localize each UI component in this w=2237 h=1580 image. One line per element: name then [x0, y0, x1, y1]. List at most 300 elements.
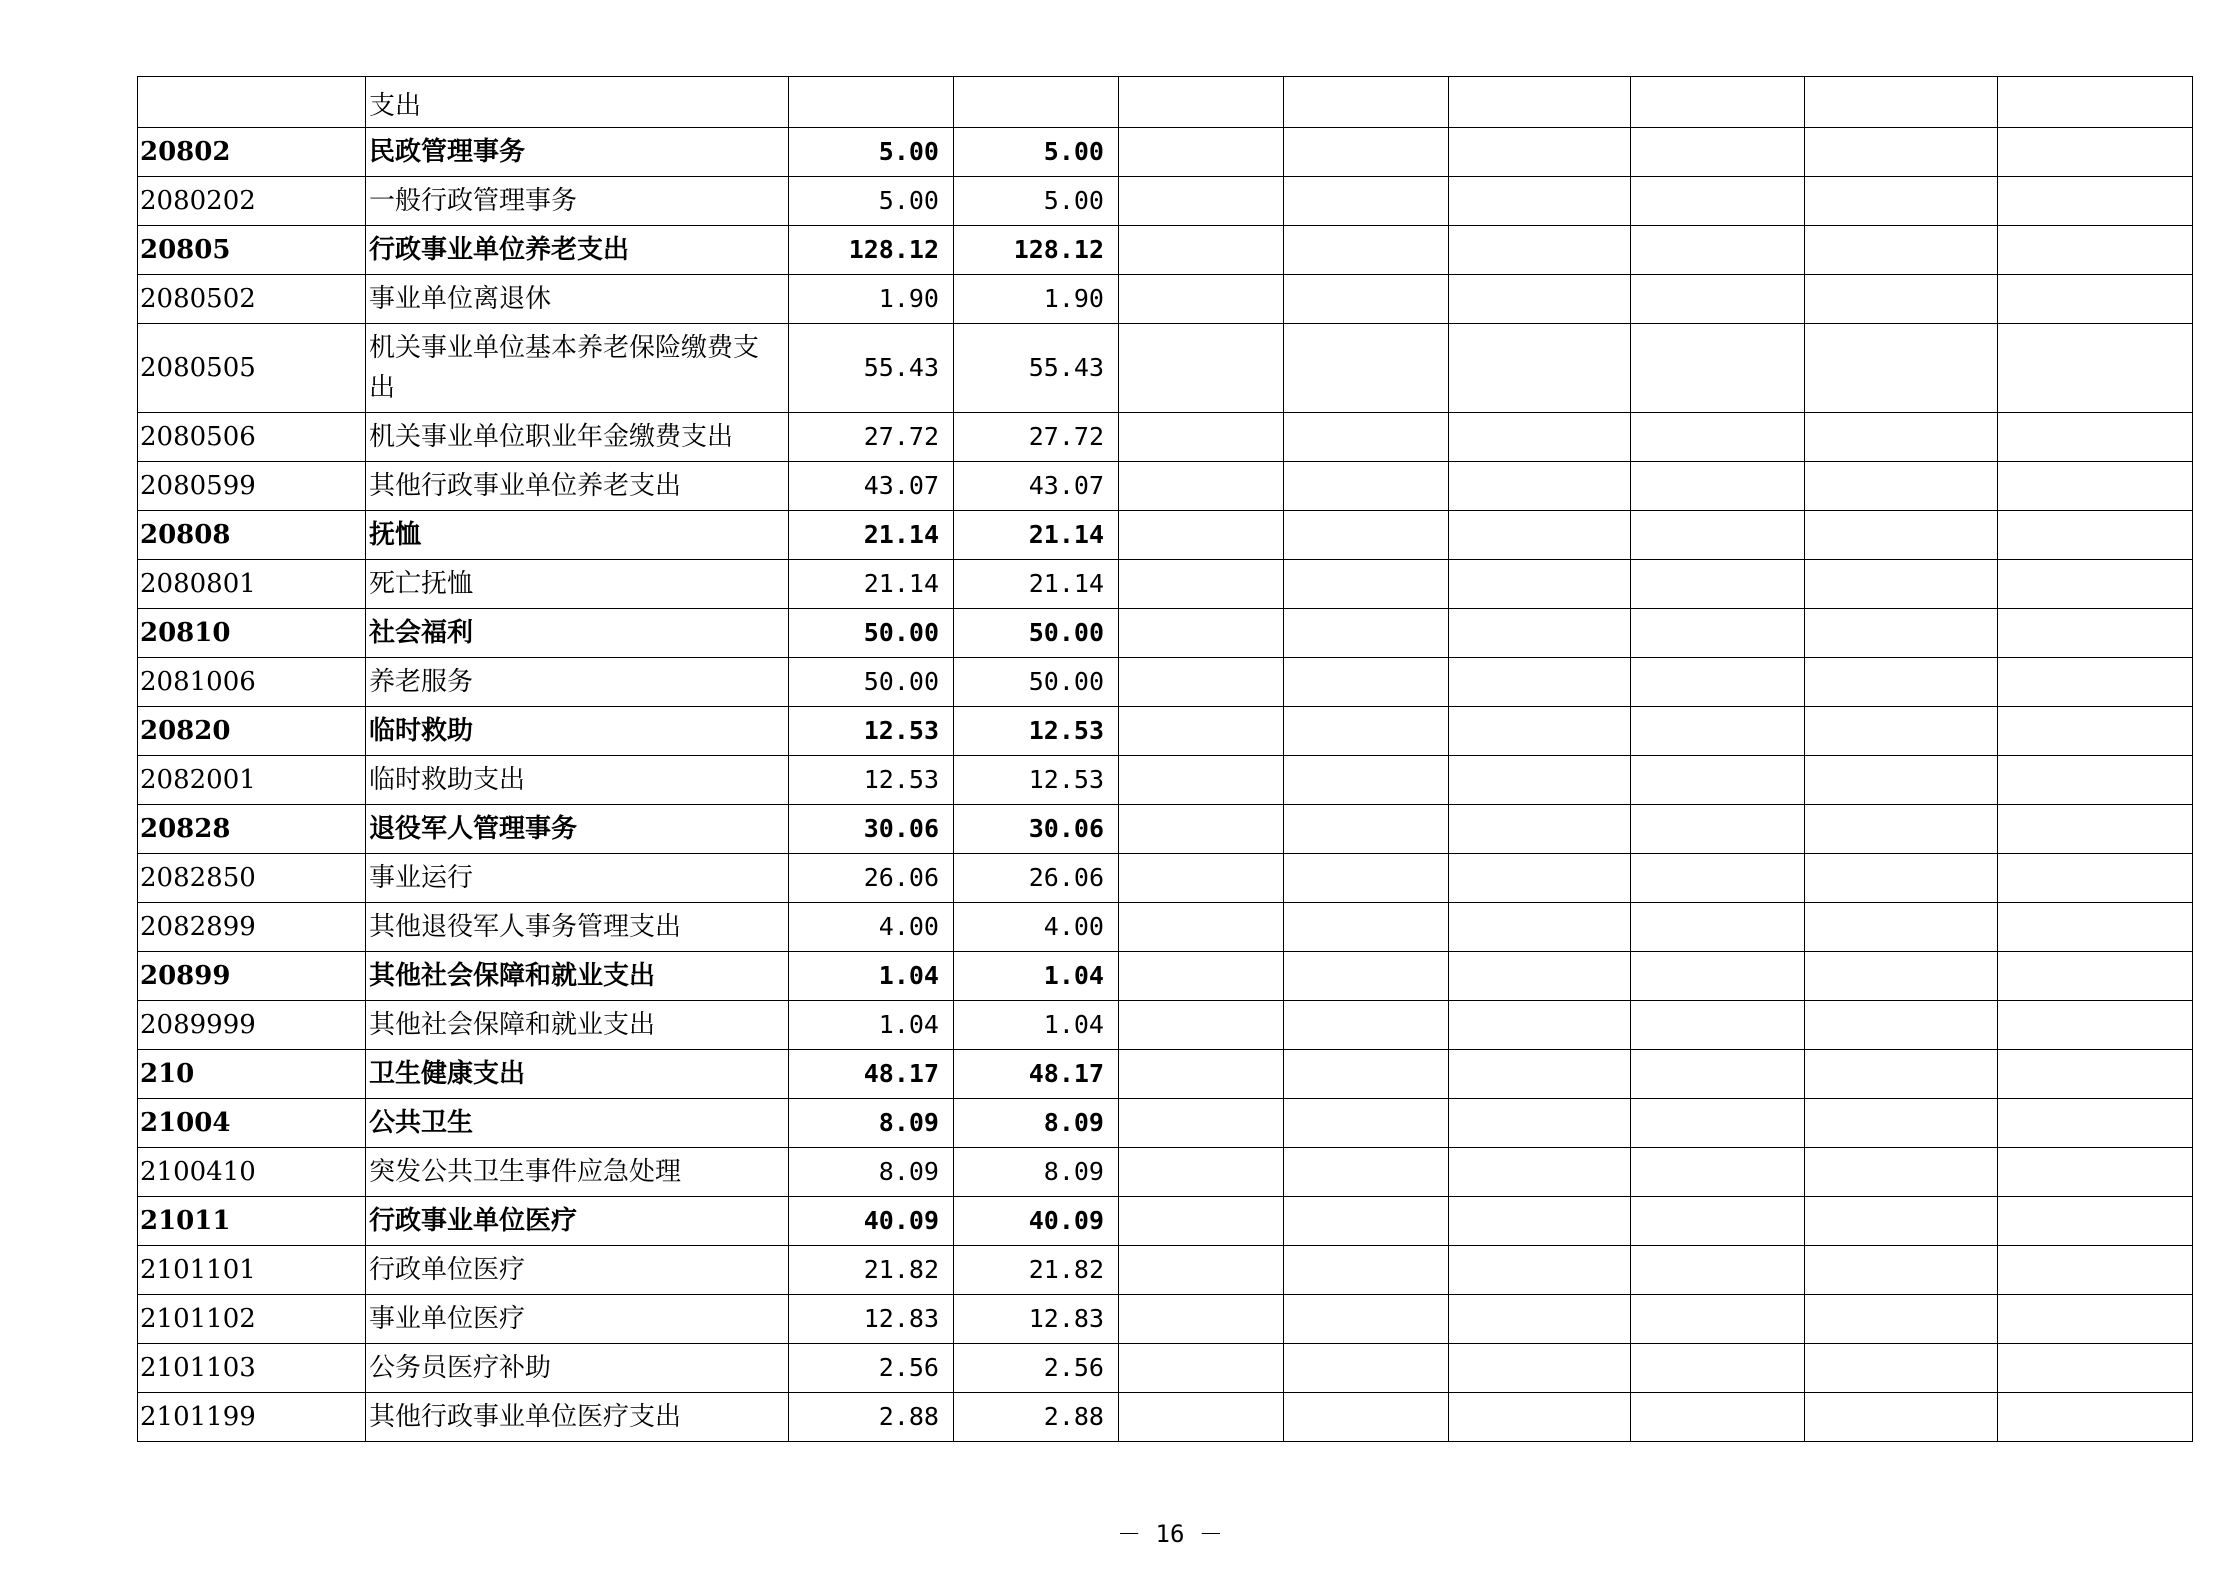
- subject-code-cell: [138, 77, 366, 128]
- empty-cell: [1631, 128, 1805, 177]
- empty-cell: [1998, 707, 2193, 756]
- empty-cell: [1284, 324, 1449, 413]
- table-row: [138, 560, 2193, 609]
- table-row: [138, 324, 2193, 413]
- subject-code-cell: 2101102: [138, 1295, 366, 1344]
- table-row: [138, 462, 2193, 511]
- general-budget-amount-cell: 128.12: [954, 226, 1119, 275]
- empty-cell: [1449, 903, 1631, 952]
- empty-cell: [1119, 1295, 1284, 1344]
- empty-cell: [1998, 1344, 2193, 1393]
- total-amount-cell: 21.14: [789, 511, 954, 560]
- empty-cell: [1284, 952, 1449, 1001]
- subject-name-cell: 抚恤: [366, 511, 789, 560]
- empty-cell: [1805, 560, 1998, 609]
- empty-cell: [1805, 1050, 1998, 1099]
- empty-cell: [1119, 177, 1284, 226]
- total-amount-cell: 5.00: [789, 177, 954, 226]
- empty-cell: [1284, 413, 1449, 462]
- subject-name-cell: 机关事业单位职业年金缴费支出: [366, 413, 789, 462]
- general-budget-amount-cell: 27.72: [954, 413, 1119, 462]
- total-amount-cell: 128.12: [789, 226, 954, 275]
- empty-cell: [1631, 609, 1805, 658]
- empty-cell: [1805, 1001, 1998, 1050]
- empty-cell: [1805, 1295, 1998, 1344]
- table-row: [138, 1295, 2193, 1344]
- table-row: [138, 413, 2193, 462]
- empty-cell: [1284, 511, 1449, 560]
- empty-cell: [1449, 854, 1631, 903]
- empty-cell: [1805, 952, 1998, 1001]
- subject-name-cell: 其他行政事业单位养老支出: [366, 462, 789, 511]
- total-amount-cell: 55.43: [789, 324, 954, 413]
- subject-name-cell: 行政事业单位医疗: [366, 1197, 789, 1246]
- empty-cell: [1805, 805, 1998, 854]
- empty-cell: [1631, 903, 1805, 952]
- empty-cell: [1998, 511, 2193, 560]
- table-row: [138, 756, 2193, 805]
- general-budget-amount-cell: 50.00: [954, 658, 1119, 707]
- empty-cell: [1284, 1393, 1449, 1442]
- empty-cell: [1119, 1099, 1284, 1148]
- empty-cell: [1805, 903, 1998, 952]
- total-amount-cell: 21.14: [789, 560, 954, 609]
- general-budget-amount-cell: 5.00: [954, 128, 1119, 177]
- empty-cell: [1998, 1050, 2193, 1099]
- subject-code-cell: 2089999: [138, 1001, 366, 1050]
- subject-code-cell: 210: [138, 1050, 366, 1099]
- subject-name-cell: 其他社会保障和就业支出: [366, 952, 789, 1001]
- empty-cell: [1449, 511, 1631, 560]
- table-row: [138, 1246, 2193, 1295]
- general-budget-amount-cell: 12.53: [954, 756, 1119, 805]
- empty-cell: [1449, 1393, 1631, 1442]
- empty-cell: [1805, 511, 1998, 560]
- empty-cell: [1119, 707, 1284, 756]
- subject-code-cell: 20802: [138, 128, 366, 177]
- general-budget-amount-cell: 1.90: [954, 275, 1119, 324]
- empty-cell: [1119, 413, 1284, 462]
- empty-cell: [1119, 1197, 1284, 1246]
- empty-cell: [1119, 756, 1284, 805]
- subject-code-cell: 2082850: [138, 854, 366, 903]
- empty-cell: [1805, 1197, 1998, 1246]
- empty-cell: [1284, 805, 1449, 854]
- empty-cell: [1805, 1148, 1998, 1197]
- empty-cell: [1449, 1148, 1631, 1197]
- empty-cell: [1805, 226, 1998, 275]
- empty-cell: [1631, 707, 1805, 756]
- empty-cell: [1631, 1197, 1805, 1246]
- table-row: [138, 1099, 2193, 1148]
- empty-cell: [1998, 1197, 2193, 1246]
- subject-name-cell: 行政单位医疗: [366, 1246, 789, 1295]
- empty-cell: [1284, 128, 1449, 177]
- subject-name-cell: 退役军人管理事务: [366, 805, 789, 854]
- budget-expenditure-table: [137, 76, 2193, 1442]
- empty-cell: [1805, 658, 1998, 707]
- empty-cell: [1119, 77, 1284, 128]
- empty-cell: [1119, 1344, 1284, 1393]
- general-budget-amount-cell: 21.82: [954, 1246, 1119, 1295]
- empty-cell: [1805, 275, 1998, 324]
- empty-cell: [1805, 413, 1998, 462]
- empty-cell: [1998, 77, 2193, 128]
- table-row: [138, 77, 2193, 128]
- subject-code-cell: 20820: [138, 707, 366, 756]
- empty-cell: [1631, 1295, 1805, 1344]
- empty-cell: [1284, 560, 1449, 609]
- subject-code-cell: 2080801: [138, 560, 366, 609]
- empty-cell: [1284, 609, 1449, 658]
- subject-name-cell: 公共卫生: [366, 1099, 789, 1148]
- empty-cell: [1449, 658, 1631, 707]
- subject-name-cell: 突发公共卫生事件应急处理: [366, 1148, 789, 1197]
- empty-cell: [1449, 1197, 1631, 1246]
- total-amount-cell: 21.82: [789, 1246, 954, 1295]
- subject-name-cell: 机关事业单位基本养老保险缴费支出: [366, 324, 789, 413]
- table-row: [138, 658, 2193, 707]
- subject-code-cell: 21011: [138, 1197, 366, 1246]
- subject-name-cell: 一般行政管理事务: [366, 177, 789, 226]
- empty-cell: [1449, 413, 1631, 462]
- table-row: [138, 1197, 2193, 1246]
- table-row: [138, 952, 2193, 1001]
- table-row: [138, 1001, 2193, 1050]
- empty-cell: [1998, 854, 2193, 903]
- empty-cell: [1998, 560, 2193, 609]
- empty-cell: [1805, 324, 1998, 413]
- empty-cell: [1284, 1344, 1449, 1393]
- empty-cell: [1631, 952, 1805, 1001]
- table-row: [138, 275, 2193, 324]
- empty-cell: [1284, 707, 1449, 756]
- total-amount-cell: 1.04: [789, 952, 954, 1001]
- empty-cell: [1805, 1344, 1998, 1393]
- subject-code-cell: 2082001: [138, 756, 366, 805]
- empty-cell: [1998, 1099, 2193, 1148]
- general-budget-amount-cell: 5.00: [954, 177, 1119, 226]
- empty-cell: [1631, 1050, 1805, 1099]
- table-row: [138, 903, 2193, 952]
- empty-cell: [1631, 854, 1805, 903]
- total-amount-cell: 8.09: [789, 1148, 954, 1197]
- empty-cell: [1449, 324, 1631, 413]
- total-amount-cell: 2.88: [789, 1393, 954, 1442]
- empty-cell: [1998, 324, 2193, 413]
- empty-cell: [1805, 1246, 1998, 1295]
- empty-cell: [1449, 609, 1631, 658]
- empty-cell: [1631, 324, 1805, 413]
- subject-code-cell: 20805: [138, 226, 366, 275]
- empty-cell: [1449, 77, 1631, 128]
- subject-name-cell: 死亡抚恤: [366, 560, 789, 609]
- empty-cell: [1631, 805, 1805, 854]
- general-budget-amount-cell: 40.09: [954, 1197, 1119, 1246]
- subject-code-cell: 20828: [138, 805, 366, 854]
- empty-cell: [1119, 1050, 1284, 1099]
- empty-cell: [1805, 1393, 1998, 1442]
- empty-cell: [1998, 275, 2193, 324]
- total-amount-cell: 26.06: [789, 854, 954, 903]
- table-row: [138, 1393, 2193, 1442]
- empty-cell: [1449, 1050, 1631, 1099]
- general-budget-amount-cell: 8.09: [954, 1099, 1119, 1148]
- empty-cell: [1631, 462, 1805, 511]
- total-amount-cell: 2.56: [789, 1344, 954, 1393]
- empty-cell: [1998, 1148, 2193, 1197]
- general-budget-amount-cell: 1.04: [954, 952, 1119, 1001]
- empty-cell: [1284, 1148, 1449, 1197]
- table-body: [138, 77, 2193, 1442]
- table-row: [138, 226, 2193, 275]
- empty-cell: [1284, 658, 1449, 707]
- empty-cell: [1631, 1393, 1805, 1442]
- empty-cell: [1998, 226, 2193, 275]
- subject-name-cell: 卫生健康支出: [366, 1050, 789, 1099]
- table-row: [138, 177, 2193, 226]
- empty-cell: [1998, 177, 2193, 226]
- subject-name-cell: 临时救助支出: [366, 756, 789, 805]
- empty-cell: [1284, 1001, 1449, 1050]
- general-budget-amount-cell: 21.14: [954, 511, 1119, 560]
- table-row: [138, 854, 2193, 903]
- subject-code-cell: 2082899: [138, 903, 366, 952]
- empty-cell: [1631, 275, 1805, 324]
- table-row: [138, 805, 2193, 854]
- table-row: [138, 609, 2193, 658]
- subject-name-cell: 临时救助: [366, 707, 789, 756]
- empty-cell: [1119, 560, 1284, 609]
- empty-cell: [1631, 1148, 1805, 1197]
- empty-cell: [1449, 1001, 1631, 1050]
- empty-cell: [1119, 511, 1284, 560]
- empty-cell: [1805, 609, 1998, 658]
- empty-cell: [1998, 805, 2193, 854]
- empty-cell: [1449, 560, 1631, 609]
- subject-name-cell: 养老服务: [366, 658, 789, 707]
- empty-cell: [1998, 1393, 2193, 1442]
- empty-cell: [1631, 756, 1805, 805]
- empty-cell: [1284, 462, 1449, 511]
- empty-cell: [1119, 805, 1284, 854]
- empty-cell: [1119, 324, 1284, 413]
- empty-cell: [1631, 226, 1805, 275]
- empty-cell: [1119, 903, 1284, 952]
- subject-code-cell: 20810: [138, 609, 366, 658]
- subject-name-cell: 事业单位医疗: [366, 1295, 789, 1344]
- empty-cell: [1805, 462, 1998, 511]
- empty-cell: [1284, 854, 1449, 903]
- empty-cell: [1284, 1295, 1449, 1344]
- empty-cell: [1284, 1197, 1449, 1246]
- empty-cell: [1119, 226, 1284, 275]
- empty-cell: [1284, 1246, 1449, 1295]
- empty-cell: [1449, 226, 1631, 275]
- subject-name-cell: 支出: [366, 77, 789, 128]
- empty-cell: [1284, 226, 1449, 275]
- empty-cell: [1998, 1246, 2193, 1295]
- empty-cell: [1631, 413, 1805, 462]
- table-row: [138, 1050, 2193, 1099]
- total-amount-cell: 12.53: [789, 756, 954, 805]
- subject-name-cell: 公务员医疗补助: [366, 1344, 789, 1393]
- empty-cell: [1449, 1099, 1631, 1148]
- empty-cell: [1119, 952, 1284, 1001]
- page-number: － 16 －: [1117, 1520, 1223, 1548]
- empty-cell: [1449, 707, 1631, 756]
- empty-cell: [1998, 658, 2193, 707]
- empty-cell: [1284, 77, 1449, 128]
- empty-cell: [1998, 609, 2193, 658]
- empty-cell: [1284, 756, 1449, 805]
- subject-code-cell: 2081006: [138, 658, 366, 707]
- total-amount-cell: 12.83: [789, 1295, 954, 1344]
- total-amount-cell: 40.09: [789, 1197, 954, 1246]
- empty-cell: [1119, 1393, 1284, 1442]
- general-budget-amount-cell: 21.14: [954, 560, 1119, 609]
- empty-cell: [1284, 903, 1449, 952]
- subject-name-cell: 行政事业单位养老支出: [366, 226, 789, 275]
- empty-cell: [1119, 609, 1284, 658]
- empty-cell: [1119, 658, 1284, 707]
- table-row: [138, 511, 2193, 560]
- empty-cell: [1631, 177, 1805, 226]
- total-amount-cell: 30.06: [789, 805, 954, 854]
- general-budget-amount-cell: 50.00: [954, 609, 1119, 658]
- subject-code-cell: 2101199: [138, 1393, 366, 1442]
- empty-cell: [1998, 756, 2193, 805]
- empty-cell: [1631, 1001, 1805, 1050]
- general-budget-amount-cell: 1.04: [954, 1001, 1119, 1050]
- general-budget-amount-cell: 2.56: [954, 1344, 1119, 1393]
- subject-name-cell: 民政管理事务: [366, 128, 789, 177]
- subject-name-cell: 事业单位离退休: [366, 275, 789, 324]
- empty-cell: [1449, 177, 1631, 226]
- empty-cell: [1119, 1246, 1284, 1295]
- total-amount-cell: 50.00: [789, 609, 954, 658]
- empty-cell: [1449, 1344, 1631, 1393]
- empty-cell: [1998, 128, 2193, 177]
- empty-cell: [1631, 1246, 1805, 1295]
- empty-cell: [1449, 805, 1631, 854]
- table-row: [138, 128, 2193, 177]
- subject-name-cell: 其他社会保障和就业支出: [366, 1001, 789, 1050]
- general-budget-amount-cell: 12.53: [954, 707, 1119, 756]
- table-row: [138, 707, 2193, 756]
- subject-code-cell: 2080502: [138, 275, 366, 324]
- empty-cell: [1805, 707, 1998, 756]
- total-amount-cell: 8.09: [789, 1099, 954, 1148]
- empty-cell: [1119, 128, 1284, 177]
- general-budget-amount-cell: 30.06: [954, 805, 1119, 854]
- total-amount-cell: 4.00: [789, 903, 954, 952]
- subject-code-cell: 21004: [138, 1099, 366, 1148]
- empty-cell: [1998, 903, 2193, 952]
- empty-cell: [1805, 77, 1998, 128]
- subject-name-cell: 社会福利: [366, 609, 789, 658]
- general-budget-amount-cell: 43.07: [954, 462, 1119, 511]
- subject-code-cell: 20899: [138, 952, 366, 1001]
- subject-name-cell: 事业运行: [366, 854, 789, 903]
- empty-cell: [1449, 1295, 1631, 1344]
- general-budget-amount-cell: 4.00: [954, 903, 1119, 952]
- general-budget-amount-cell: 8.09: [954, 1148, 1119, 1197]
- empty-cell: [1284, 275, 1449, 324]
- total-amount-cell: 48.17: [789, 1050, 954, 1099]
- empty-cell: [1998, 1295, 2193, 1344]
- table-row: [138, 1148, 2193, 1197]
- general-budget-amount-cell: [954, 77, 1119, 128]
- total-amount-cell: 5.00: [789, 128, 954, 177]
- empty-cell: [1449, 275, 1631, 324]
- total-amount-cell: 43.07: [789, 462, 954, 511]
- empty-cell: [1631, 1344, 1805, 1393]
- empty-cell: [1998, 1001, 2193, 1050]
- subject-code-cell: 2101101: [138, 1246, 366, 1295]
- subject-code-cell: 2080599: [138, 462, 366, 511]
- total-amount-cell: 12.53: [789, 707, 954, 756]
- general-budget-amount-cell: 48.17: [954, 1050, 1119, 1099]
- subject-name-cell: 其他退役军人事务管理支出: [366, 903, 789, 952]
- subject-code-cell: 2101103: [138, 1344, 366, 1393]
- empty-cell: [1449, 952, 1631, 1001]
- total-amount-cell: 1.04: [789, 1001, 954, 1050]
- subject-code-cell: 2080202: [138, 177, 366, 226]
- empty-cell: [1998, 462, 2193, 511]
- empty-cell: [1119, 1001, 1284, 1050]
- total-amount-cell: 1.90: [789, 275, 954, 324]
- empty-cell: [1631, 77, 1805, 128]
- total-amount-cell: [789, 77, 954, 128]
- subject-code-cell: 2080505: [138, 324, 366, 413]
- empty-cell: [1998, 413, 2193, 462]
- empty-cell: [1284, 177, 1449, 226]
- empty-cell: [1631, 560, 1805, 609]
- empty-cell: [1449, 462, 1631, 511]
- empty-cell: [1449, 756, 1631, 805]
- empty-cell: [1449, 128, 1631, 177]
- empty-cell: [1805, 1099, 1998, 1148]
- empty-cell: [1998, 952, 2193, 1001]
- general-budget-amount-cell: 12.83: [954, 1295, 1119, 1344]
- general-budget-amount-cell: 55.43: [954, 324, 1119, 413]
- empty-cell: [1284, 1050, 1449, 1099]
- subject-code-cell: 2080506: [138, 413, 366, 462]
- empty-cell: [1631, 658, 1805, 707]
- empty-cell: [1805, 177, 1998, 226]
- general-budget-amount-cell: 26.06: [954, 854, 1119, 903]
- total-amount-cell: 27.72: [789, 413, 954, 462]
- empty-cell: [1631, 1099, 1805, 1148]
- empty-cell: [1805, 128, 1998, 177]
- empty-cell: [1119, 854, 1284, 903]
- table-row: [138, 1344, 2193, 1393]
- empty-cell: [1119, 462, 1284, 511]
- empty-cell: [1805, 756, 1998, 805]
- subject-code-cell: 20808: [138, 511, 366, 560]
- empty-cell: [1449, 1246, 1631, 1295]
- empty-cell: [1631, 511, 1805, 560]
- empty-cell: [1119, 275, 1284, 324]
- empty-cell: [1805, 854, 1998, 903]
- general-budget-amount-cell: 2.88: [954, 1393, 1119, 1442]
- empty-cell: [1119, 1148, 1284, 1197]
- subject-name-cell: 其他行政事业单位医疗支出: [366, 1393, 789, 1442]
- subject-code-cell: 2100410: [138, 1148, 366, 1197]
- total-amount-cell: 50.00: [789, 658, 954, 707]
- empty-cell: [1284, 1099, 1449, 1148]
